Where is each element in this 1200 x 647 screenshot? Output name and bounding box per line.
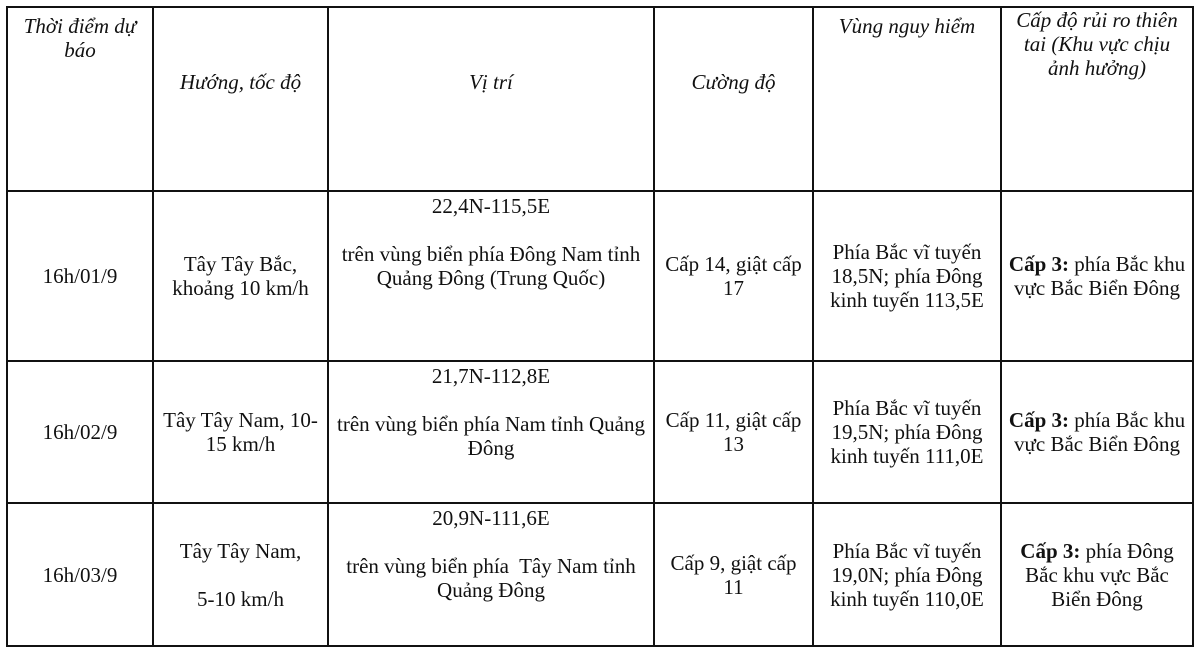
risk-area: phía Đông Bắc khu vực Bắc Biển Đông — [1025, 538, 1174, 611]
header-time: Thời điểm dự báo — [7, 7, 153, 191]
cell-direction: Tây Tây Nam, 10-15 km/h — [153, 361, 328, 503]
direction-text: Tây Tây Nam, — [179, 538, 302, 563]
header-risk: Cấp độ rủi ro thiên tai (Khu vực chịu ảnh hưởng) — [1001, 7, 1193, 191]
coords: 21,7N-112,8E — [431, 364, 551, 388]
location-text: trên vùng biển phía Tây Nam tỉnh Quảng Đông — [346, 554, 641, 602]
cell-location — [328, 503, 654, 646]
coords: 20,9N-111,6E — [432, 506, 550, 530]
cell-danger-zone: Phía Bắc vĩ tuyến 19,5N; phía Đông kinh tuyến 111,0E — [813, 361, 1001, 503]
cell-time: 16h/01/9 — [7, 191, 153, 361]
header-intensity: Cường độ — [654, 7, 813, 191]
speed-text: 5-10 km/h — [197, 586, 284, 611]
table-row — [7, 361, 1193, 503]
risk-level: Cấp 3: — [1008, 252, 1070, 276]
header-danger-zone: Vùng nguy hiểm — [813, 7, 1001, 191]
cell-location — [328, 191, 654, 361]
cell-risk — [1001, 361, 1193, 503]
cell-intensity: Cấp 14, giật cấp 17 — [654, 191, 813, 361]
header-location: Vị trí — [328, 7, 654, 191]
risk-area: phía Bắc khu vực Bắc Biển Đông — [1014, 252, 1186, 300]
cell-direction — [153, 503, 328, 646]
cell-intensity: Cấp 9, giật cấp 11 — [654, 503, 813, 646]
location-text: trên vùng biển phía Đông Nam tỉnh Quảng Đông (Trung Quốc) — [341, 242, 641, 290]
cell-danger-zone: Phía Bắc vĩ tuyến 19,0N; phía Đông kinh tuyến 110,0E — [813, 503, 1001, 646]
risk-area: phía Bắc khu vực Bắc Biển Đông — [1014, 408, 1186, 456]
cell-danger-zone: Phía Bắc vĩ tuyến 18,5N; phía Đông kinh tuyến 113,5E — [813, 191, 1001, 361]
header-direction: Hướng, tốc độ — [153, 7, 328, 191]
cell-time: 16h/03/9 — [7, 503, 153, 646]
cell-risk — [1001, 503, 1193, 646]
cell-location — [328, 361, 654, 503]
cell-risk — [1001, 191, 1193, 361]
header-row — [7, 7, 1193, 191]
location-text: trên vùng biển phía Nam tỉnh Quảng Đông — [337, 412, 645, 460]
cell-intensity: Cấp 11, giật cấp 13 — [654, 361, 813, 503]
cell-direction: Tây Tây Bắc, khoảng 10 km/h — [153, 191, 328, 361]
risk-level: Cấp 3: — [1008, 408, 1070, 432]
forecast-table — [6, 6, 1194, 647]
risk-level: Cấp 3: — [1020, 538, 1081, 563]
table-row — [7, 503, 1193, 646]
cell-time: 16h/02/9 — [7, 361, 153, 503]
table-row — [7, 191, 1193, 361]
coords: 22,4N-115,5E — [431, 194, 551, 218]
